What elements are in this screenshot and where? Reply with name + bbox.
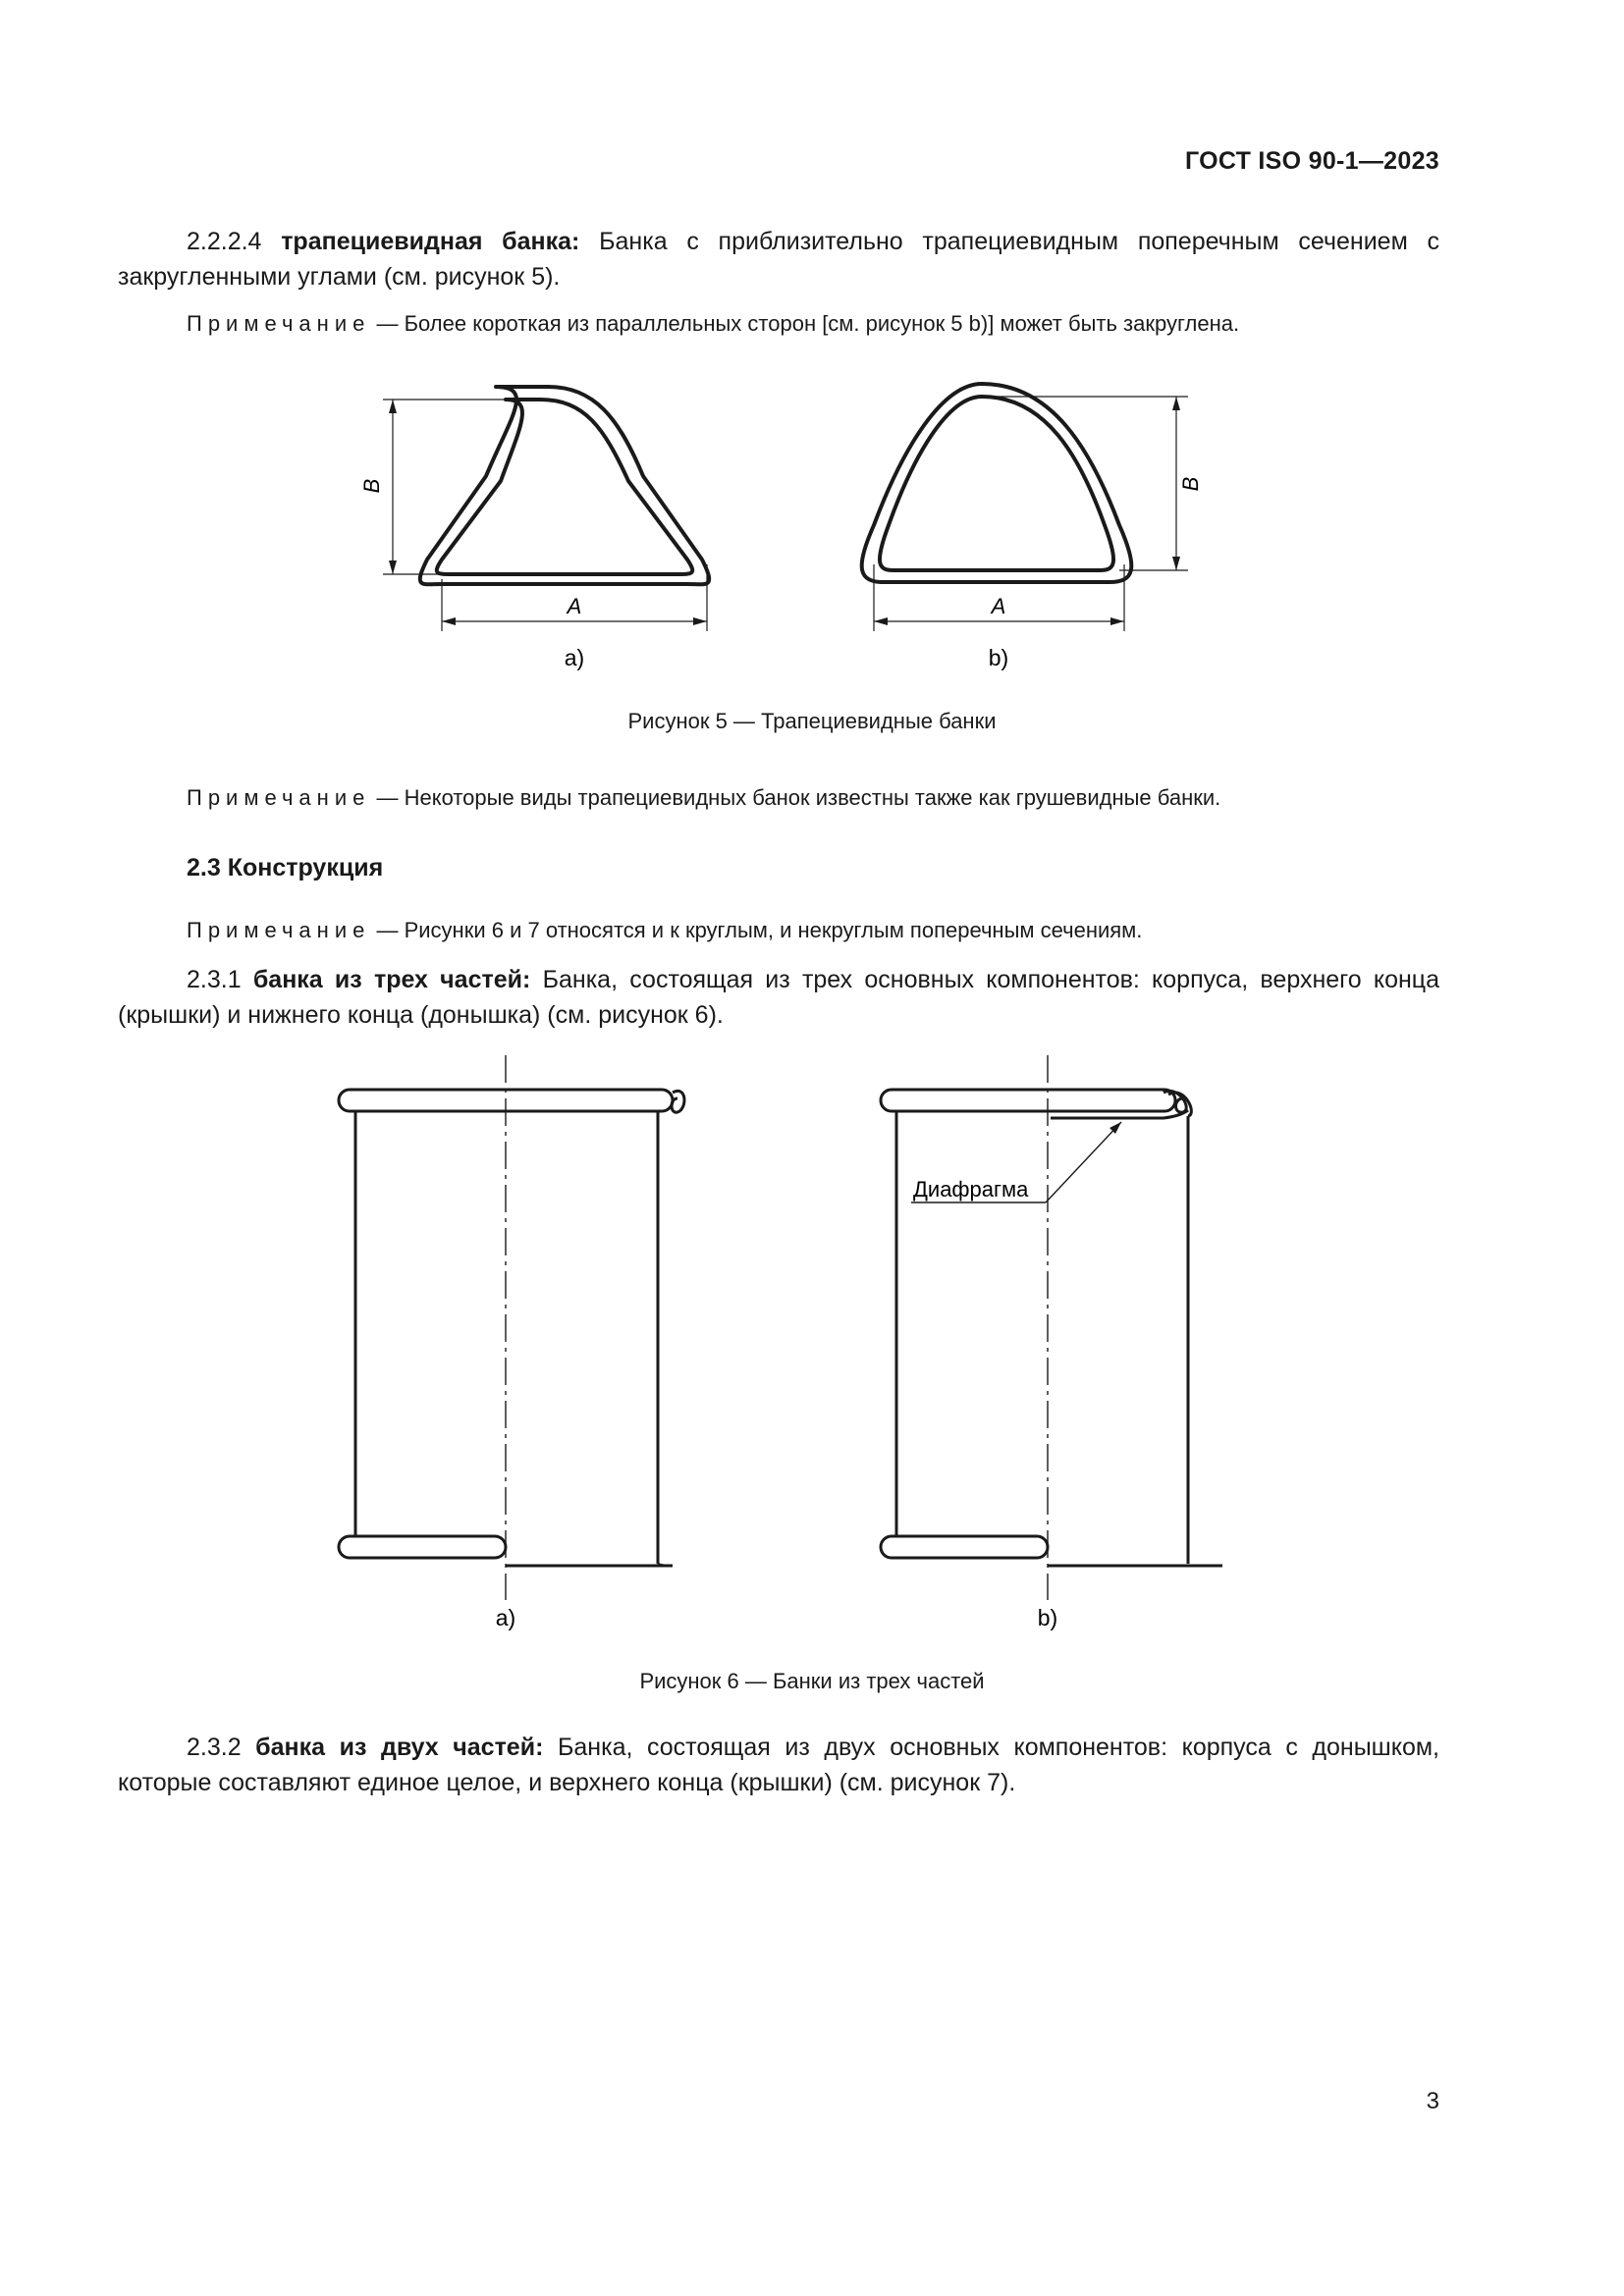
note-label: Примечание	[187, 918, 371, 942]
note-dash: —	[376, 785, 399, 810]
fig6-sublabel-b: b)	[1037, 1605, 1058, 1630]
section-231-paragraph	[118, 962, 1439, 1033]
fig5-sublabel-b: b)	[988, 645, 1009, 670]
term: банка из трех частей:	[252, 966, 531, 993]
page-number: 3	[1426, 2088, 1439, 2114]
figure-5-caption: Рисунок 5 — Трапециевидные банки	[627, 709, 997, 733]
fig5-dim-a-left: A	[567, 594, 582, 618]
definition: Банка, состоящая из трех основных компонентов: корпуса, верхнего конца (крышки) и нижнего конца (донышка) (см. рисунок 6).	[118, 966, 1440, 1029]
section-number: 2.3.2	[187, 1734, 242, 1761]
term: трапециевидная банка:	[281, 228, 580, 255]
section-number: 2.2.2.4	[187, 228, 262, 255]
note-text: Некоторые виды трапециевидных банок известны также как грушевидные банки.	[404, 785, 1221, 810]
figure-5-drawing	[359, 368, 1218, 682]
section-232-paragraph	[118, 1730, 1439, 1800]
term: банка из двух частей:	[255, 1734, 544, 1761]
fig5-dim-b-right: B	[1178, 476, 1203, 492]
note-label: Примечание	[187, 311, 371, 336]
definition: Банка с приблизительно трапециевидным поперечным сечением с закругленными углами (см. рисунок 5).	[118, 228, 1439, 291]
definition: Банка, состоящая из двух основных компонентов: корпуса с донышком, которые составляют единое целое, и верхнего конца (крышки) (см. рисунок 7).	[118, 1734, 1439, 1796]
figure-6-drawing	[324, 1055, 1237, 1644]
note-1	[187, 309, 1443, 339]
d-shaped-can-inner	[880, 397, 1113, 570]
note-label: Примечание	[187, 785, 371, 810]
note-3	[187, 916, 1443, 945]
trapezoid-can-outer	[420, 387, 709, 584]
can-a-bottom-end	[339, 1536, 506, 1558]
section-23-heading: 2.3 Конструкция	[187, 854, 384, 881]
standard-code: ГОСТ ISO 90-1—2023	[1184, 147, 1439, 175]
diaphragm-label: Диафрагма	[913, 1177, 1029, 1201]
note-text: Более короткая из параллельных сторон [см. рисунок 5 b)] может быть закруглена.	[404, 311, 1240, 336]
trapezoid-can-inner	[437, 400, 692, 574]
note-dash: —	[376, 918, 399, 942]
d-shaped-can-outer	[862, 384, 1132, 582]
diaphragm-leader-diagonal	[1046, 1122, 1121, 1202]
figure-6-caption: Рисунок 6 — Банки из трех частей	[639, 1669, 985, 1693]
fig6-sublabel-a: a)	[495, 1605, 516, 1630]
note-2	[187, 783, 1443, 813]
fig5-dim-a-right: A	[991, 594, 1006, 618]
section-2224-paragraph	[118, 224, 1439, 294]
section-number: 2.3.1	[187, 966, 242, 993]
can-a-seam	[672, 1091, 684, 1112]
note-dash: —	[376, 311, 399, 336]
fig5-dim-b-left: B	[359, 478, 384, 494]
fig5-sublabel-a: a)	[564, 645, 585, 670]
can-b-bottom-end	[881, 1536, 1048, 1558]
note-text: Рисунки 6 и 7 относятся и к круглым, и некруглым поперечным сечениям.	[404, 918, 1143, 942]
can-b-top-end	[881, 1090, 1175, 1111]
